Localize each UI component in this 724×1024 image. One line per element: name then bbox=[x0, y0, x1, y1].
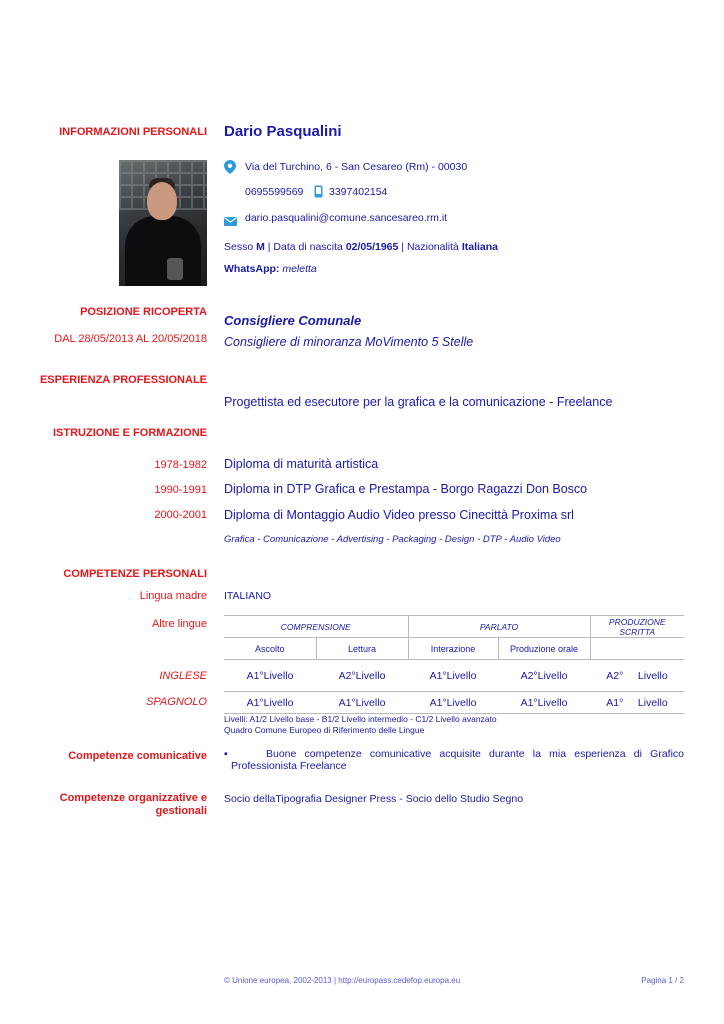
education-years: 1978-1982 bbox=[154, 459, 207, 471]
header-comprensione: COMPRENSIONE bbox=[224, 616, 408, 638]
organizational-label: Competenze organizzative e bbox=[59, 792, 207, 804]
whatsapp-value: meletta bbox=[282, 263, 317, 275]
personal-details bbox=[224, 241, 498, 253]
table-cell bbox=[590, 692, 684, 714]
whatsapp-label: WhatsApp: bbox=[224, 263, 280, 275]
header-produzione-orale: Produzione orale bbox=[498, 638, 590, 660]
address: Via del Turchino, 6 - San Cesareo (Rm) - 00030 bbox=[245, 161, 468, 173]
table-cell: A1°Livello bbox=[246, 669, 294, 682]
table-cell bbox=[590, 660, 684, 692]
table-cell: A2°Livello bbox=[338, 669, 386, 682]
bullet-icon: ▪ bbox=[224, 748, 228, 760]
written-level: A2° bbox=[606, 669, 624, 682]
education-title: Diploma di Montaggio Audio Video presso Cinecittà Proxima srl bbox=[224, 508, 574, 522]
section-label-experience: ESPERIENZA PROFESSIONALE bbox=[39, 374, 207, 386]
experience-text: Progettista ed esecutore per la grafica e la comunicazione - Freelance bbox=[224, 395, 613, 409]
header-parlato: PARLATO bbox=[408, 616, 590, 638]
communication-label: Competenze comunicative bbox=[68, 750, 207, 762]
levels-note: Livelli: A1/2 Livello base - B1/2 Livello intermedio - C1/2 Livello avanzato bbox=[224, 714, 497, 724]
position-period: DAL 28/05/2013 AL 20/05/2018 bbox=[54, 333, 207, 345]
table-cell: A1°Livello bbox=[246, 696, 294, 709]
birth-label: | Data di nascita bbox=[267, 241, 343, 253]
table-cell: A2°Livello bbox=[520, 669, 568, 682]
whatsapp-line bbox=[224, 263, 317, 275]
footer-copyright: © Unione europea, 2002-2013 | http://europass.cedefop.europa.eu bbox=[224, 976, 461, 985]
education-years: 1990-1991 bbox=[154, 484, 207, 496]
communication-line: Professionista Freelance bbox=[231, 760, 347, 772]
nationality-value: Italiana bbox=[461, 241, 498, 253]
framework-note: Quadro Comune Europeo di Riferimento delle Lingue bbox=[224, 725, 425, 735]
header-produzione-scritta: PRODUZIONE SCRITTA bbox=[608, 616, 666, 637]
mobile-number: 3397402154 bbox=[329, 186, 388, 198]
section-label-position: POSIZIONE RICOPERTA bbox=[80, 306, 207, 318]
header-lettura: Lettura bbox=[316, 638, 408, 660]
mother-tongue-value: ITALIANO bbox=[224, 590, 272, 602]
communication-text bbox=[224, 748, 684, 772]
table-cell: A1°Livello bbox=[429, 696, 477, 709]
table-cell: A1°Livello bbox=[429, 669, 477, 682]
position-title: Consigliere Comunale bbox=[224, 313, 362, 328]
section-label-personal: INFORMAZIONI PERSONALI bbox=[59, 126, 207, 138]
mother-tongue-label: Lingua madre bbox=[139, 590, 207, 602]
communication-line: Buone competenze comunicative acquisite durante la mia esperienza di Grafico bbox=[266, 748, 684, 760]
email-icon bbox=[224, 213, 237, 231]
education-years: 2000-2001 bbox=[154, 509, 207, 521]
phone-number: 0695599569 bbox=[245, 186, 304, 198]
header-interazione: Interazione bbox=[408, 638, 498, 660]
education-title: Diploma di maturità artistica bbox=[224, 457, 379, 471]
section-label-education: ISTRUZIONE E FORMAZIONE bbox=[53, 427, 207, 439]
birth-value: 02/05/1965 bbox=[345, 241, 399, 253]
written-level-word: Livello bbox=[637, 696, 668, 709]
written-level: A1° bbox=[606, 696, 624, 709]
table-cell: A1°Livello bbox=[338, 696, 386, 709]
other-languages-label: Altre lingue bbox=[151, 618, 207, 630]
mobile-icon bbox=[314, 185, 323, 203]
organizational-text: Socio dellaTipografia Designer Press - Socio dello Studio Segno bbox=[224, 793, 524, 805]
education-title: Diploma in DTP Grafica e Prestampa - Borgo Ragazzi Don Bosco bbox=[224, 482, 588, 496]
written-level-word: Livello bbox=[637, 669, 668, 682]
email-link[interactable]: dario.pasqualini@comune.sancesareo.rm.it bbox=[245, 212, 448, 224]
sex-value: M bbox=[256, 241, 265, 253]
sex-label: Sesso bbox=[224, 241, 254, 253]
profile-photo bbox=[119, 160, 207, 286]
person-name: Dario Pasqualini bbox=[224, 123, 342, 140]
footer-page-number: Pagina 1 / 2 bbox=[641, 976, 684, 985]
organizational-label-line2: gestionali bbox=[155, 805, 207, 817]
header-ascolto: Ascolto bbox=[224, 638, 316, 660]
position-subtitle: Consigliere di minoranza MoVimento 5 Stelle bbox=[224, 335, 474, 349]
languages-table bbox=[224, 615, 684, 714]
language-name: SPAGNOLO bbox=[146, 696, 207, 708]
nationality-label: | Nazionalità bbox=[401, 241, 459, 253]
language-name: INGLESE bbox=[159, 670, 207, 682]
location-icon bbox=[224, 160, 236, 179]
table-cell: A1°Livello bbox=[520, 696, 568, 709]
section-label-competences: COMPETENZE PERSONALI bbox=[63, 568, 207, 580]
education-skills: Grafica - Comunicazione - Advertising - Packaging - Design - DTP - Audio Video bbox=[224, 534, 561, 545]
